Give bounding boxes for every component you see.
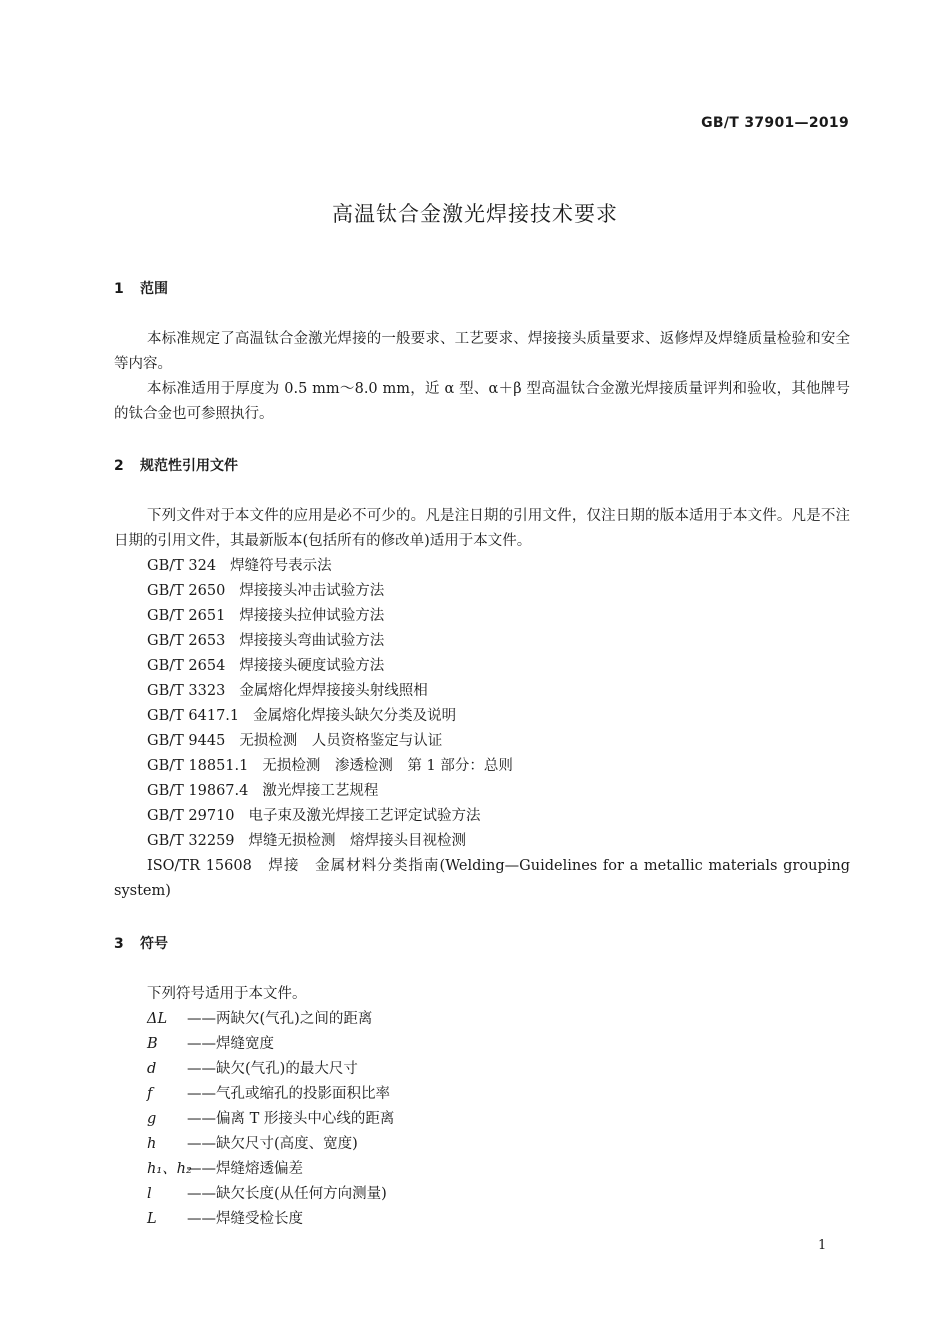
reference-title: 激光焊接工艺规程: [262, 783, 379, 799]
reference-title: 焊缝符号表示法: [230, 558, 332, 574]
reference-item: [147, 779, 378, 804]
section-title: 符号: [140, 936, 168, 952]
reference-code: GB/T 29710: [147, 808, 235, 824]
reference-code: GB/T 2650: [147, 583, 226, 599]
reference-title: 金属熔化焊焊接接头射线照相: [239, 683, 428, 699]
page-number: 1: [818, 1238, 827, 1253]
reference-item: [147, 754, 513, 779]
symbol: L: [147, 1211, 157, 1227]
reference-item: [147, 629, 384, 654]
reference-title: 焊接接头冲击试验方法: [239, 583, 385, 599]
symbol-definition: ——两缺欠(气孔)之间的距离: [187, 1011, 373, 1027]
reference-code: GB/T 19867.4: [147, 783, 249, 799]
reference-title: 焊接接头弯曲试验方法: [239, 633, 385, 649]
reference-code: GB/T 324: [147, 558, 217, 574]
iso-reference: ISO/TR 15608 焊接 金属材料分类指南(Welding—Guidelines for a metallic materials grouping system): [114, 858, 850, 899]
reference-item: [147, 579, 384, 604]
symbol: h₁、h₂: [147, 1161, 192, 1177]
reference-title: 焊缝无损检测 熔焊接头目视检测: [248, 833, 467, 849]
section-heading-scope: [114, 278, 168, 298]
scope-paragraph-2: 本标准适用于厚度为 0.5 mm～8.0 mm，近 α 型、α＋β 型高温钛合金激光焊接质量评判和验收，其他牌号的钛合金也可参照执行。: [114, 381, 850, 422]
reference-code: GB/T 6417.1: [147, 708, 240, 724]
symbol-row: [147, 1107, 394, 1132]
symbol-definition: ——偏离 T 形接头中心线的距离: [187, 1111, 395, 1127]
reference-code: GB/T 2651: [147, 608, 226, 624]
symbol-row: [147, 1207, 303, 1232]
section-heading-normative-references: [114, 455, 238, 475]
symbol: g: [147, 1111, 157, 1127]
references-intro: 下列文件对于本文件的应用是必不可少的。凡是注日期的引用文件，仅注日期的版本适用于本文件。凡是不注日期的引用文件，其最新版本(包括所有的修改单)适用于本文件。: [114, 508, 850, 549]
reference-title: 无损检测 渗透检测 第 1 部分：总则: [262, 758, 513, 774]
scope-paragraph-1: 本标准规定了高温钛合金激光焊接的一般要求、工艺要求、焊接接头质量要求、返修焊及焊缝质量检验和安全等内容。: [114, 331, 850, 372]
symbol: B: [147, 1036, 158, 1052]
reference-item: [147, 604, 384, 629]
symbol-row: [147, 1157, 303, 1182]
symbol-row: [147, 1057, 358, 1082]
reference-item: [147, 729, 442, 754]
symbol-definition: ——气孔或缩孔的投影面积比率: [187, 1086, 390, 1102]
symbol-row: [147, 1182, 387, 1207]
reference-title: 焊接接头拉伸试验方法: [239, 608, 385, 624]
reference-title: 金属熔化焊接头缺欠分类及说明: [253, 708, 457, 724]
symbol: h: [147, 1136, 157, 1152]
symbol: f: [147, 1086, 153, 1102]
symbol-definition: ——缺欠尺寸(高度、宽度): [187, 1136, 358, 1152]
symbol-row: [147, 1082, 390, 1107]
section-number: 1: [114, 281, 124, 297]
reference-item: [147, 829, 466, 854]
section-number: 2: [114, 458, 124, 474]
symbol-row: [147, 1007, 372, 1032]
reference-code: GB/T 18851.1: [147, 758, 249, 774]
reference-code: GB/T 2653: [147, 633, 226, 649]
reference-code: GB/T 9445: [147, 733, 226, 749]
symbol: l: [147, 1186, 152, 1202]
section-title: 范围: [140, 281, 168, 297]
reference-code: GB/T 32259: [147, 833, 235, 849]
symbol-row: [147, 1132, 358, 1157]
symbol-definition: ——焊缝熔透偏差: [187, 1161, 303, 1177]
standard-number: GB/T 37901—2019: [701, 115, 849, 131]
section-number: 3: [114, 936, 124, 952]
reference-item: [147, 679, 428, 704]
symbol-definition: ——焊缝宽度: [187, 1036, 274, 1052]
symbol-row: [147, 1032, 274, 1057]
section-heading-symbols: [114, 933, 168, 953]
reference-title: 无损检测 人员资格鉴定与认证: [239, 733, 443, 749]
symbol-definition: ——缺欠长度(从任何方向测量): [187, 1186, 387, 1202]
reference-code: GB/T 3323: [147, 683, 226, 699]
reference-item: [147, 704, 456, 729]
symbol: d: [147, 1061, 157, 1077]
reference-item: [147, 654, 384, 679]
document-title: 高温钛合金激光焊接技术要求: [332, 202, 618, 226]
symbol: ΔL: [147, 1011, 168, 1027]
reference-code: GB/T 2654: [147, 658, 226, 674]
reference-title: 电子束及激光焊接工艺评定试验方法: [248, 808, 481, 824]
reference-title: 焊接接头硬度试验方法: [239, 658, 385, 674]
symbol-definition: ——缺欠(气孔)的最大尺寸: [187, 1061, 358, 1077]
symbols-intro: 下列符号适用于本文件。: [147, 986, 307, 1002]
reference-item: [147, 554, 332, 579]
section-title: 规范性引用文件: [140, 458, 238, 474]
reference-item: [147, 804, 481, 829]
symbol-definition: ——焊缝受检长度: [187, 1211, 303, 1227]
